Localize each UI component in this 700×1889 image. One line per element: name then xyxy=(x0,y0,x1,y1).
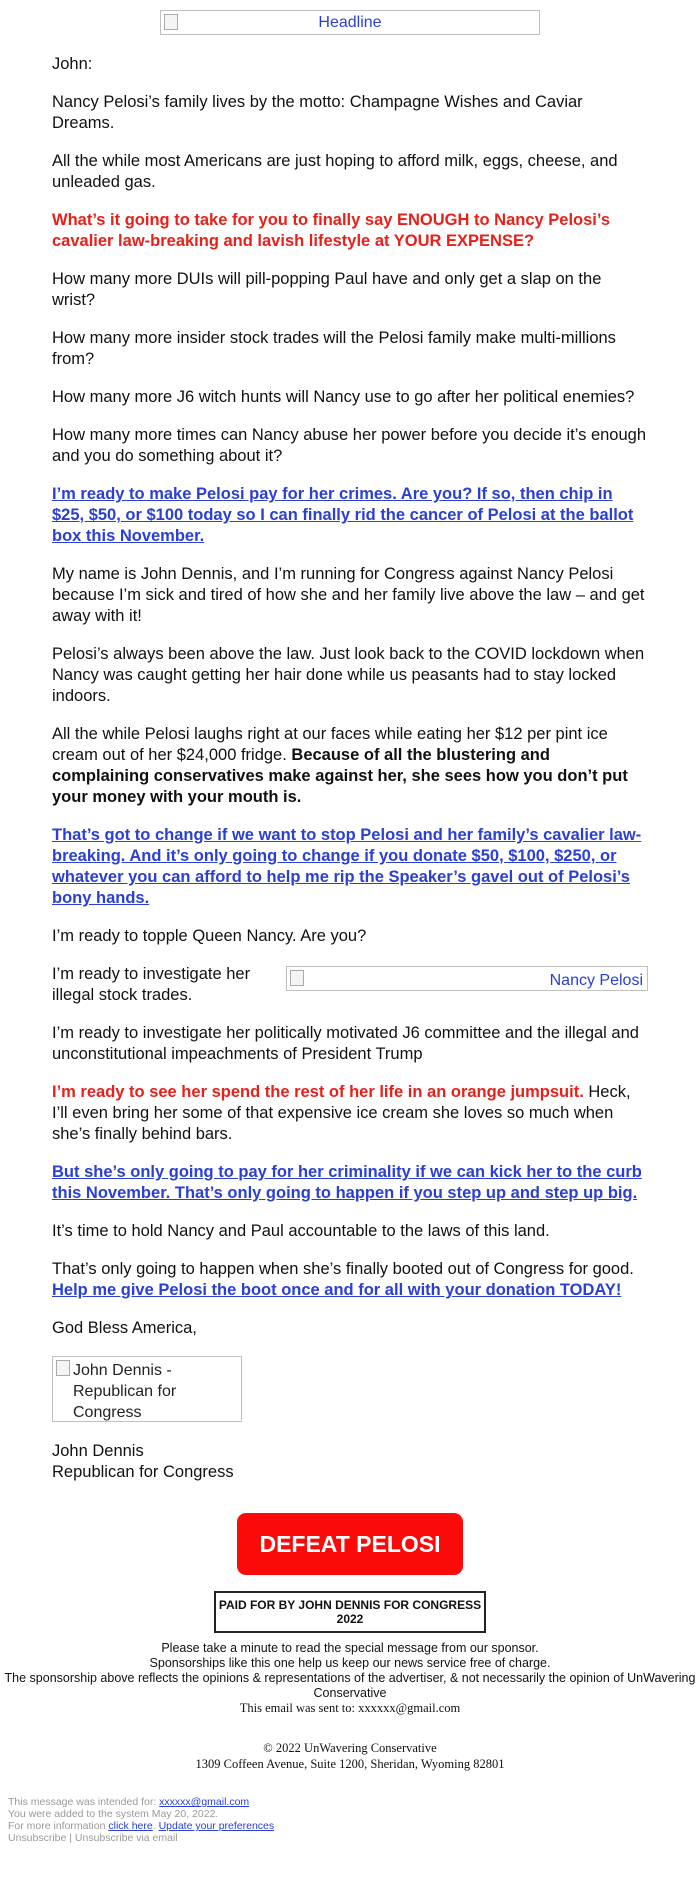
headline-image-alt: Headline xyxy=(318,14,382,31)
donate-link-boot[interactable]: Help me give Pelosi the boot once and for all with your donation TODAY! xyxy=(52,1281,622,1299)
more-info-label: For more information xyxy=(8,1820,109,1832)
paragraph-insider: How many more insider stock trades will the Pelosi family make multi-millions from? xyxy=(52,329,616,368)
sponsor-line-3: The sponsorship above reflects the opinions & representations of the advertiser, & not necessarily the opinion of UnWavering Conservative xyxy=(4,1671,696,1700)
defeat-pelosi-button[interactable]: DEFEAT PELOSI xyxy=(237,1513,463,1575)
paragraph-enough: What’s it going to take for you to finally say ENOUGH to Nancy Pelosi’s cavalier law-breaking and lavish lifestyle at YOUR EXPENSE? xyxy=(52,211,611,250)
signer-title: Republican for Congress xyxy=(52,1463,234,1481)
paragraph-milk: All the while most Americans are just hoping to afford milk, eggs, cheese, and unleaded gas. xyxy=(52,152,618,191)
sponsor-line-1: Please take a minute to read the special message from our sponsor. xyxy=(161,1641,539,1655)
paragraph-investigate: I’m ready to investigate her illegal stock trades. xyxy=(52,965,251,1004)
jumpsuit-text: Heck, I’ll even bring her some of that expensive ice cream she loves so much when she’s finally behind bars. xyxy=(52,1083,631,1143)
intended-label: This message was intended for: xyxy=(8,1796,160,1808)
footer xyxy=(0,1740,700,1772)
paragraph-accountable: It’s time to hold Nancy and Paul accountable to the laws of this land. xyxy=(52,1222,550,1240)
sponsor-message xyxy=(0,1641,700,1716)
salutation: John: xyxy=(52,55,93,73)
paragraph-abuse: How many more times can Nancy abuse her power before you decide it’s enough and you do something about it? xyxy=(52,426,647,465)
sent-to: This email was sent to: xxxxxx@gmail.com xyxy=(239,1701,461,1715)
paragraph-covid: Pelosi’s always been above the law. Just look back to the COVID lockdown when Nancy was caught getting her hair done while us peasants had to stay locked indoors. xyxy=(52,645,645,705)
paragraph-booted xyxy=(52,1259,648,1301)
paragraph-duis: How many more DUIs will pill-popping Paul have and only get a slap on the wrist? xyxy=(52,270,602,309)
icecream-text: All the while Pelosi laughs right at our faces while eating her $12 per pint ice cream out of her $24,000 fridge. xyxy=(52,725,608,764)
unsubscribe-links[interactable]: Unsubscribe | Unsubscribe via email xyxy=(8,1832,178,1844)
copyright: © 2022 UnWavering Conservative xyxy=(263,1741,437,1755)
paragraph-topple: I’m ready to topple Queen Nancy. Are you? xyxy=(52,927,367,945)
pelosi-image-alt: Nancy Pelosi xyxy=(549,972,643,989)
paragraph-icecream xyxy=(52,724,648,808)
intended-email-link[interactable]: xxxxxx@gmail.com xyxy=(159,1796,250,1808)
signer-name: John Dennis xyxy=(52,1442,144,1460)
signature-image-alt: John Dennis - Republican for Congress xyxy=(73,1362,177,1421)
headline-image xyxy=(160,10,540,35)
paid-for-notice: PAID FOR BY JOHN DENNIS FOR CONGRESS 2022 xyxy=(214,1591,486,1633)
address: 1309 Coffeen Avenue, Suite 1200, Sheridan, Wyoming 82801 xyxy=(195,1757,505,1771)
signature-image xyxy=(52,1356,242,1422)
jumpsuit-red-text: I’m ready to see her spend the rest of her life in an orange jumpsuit. xyxy=(52,1083,584,1101)
donate-link-change[interactable]: That’s got to change if we want to stop Pelosi and her family’s cavalier law-breaking. And it’s only going to change if you donate $50, $100, $250, or whatever you can afford to help me rip the Speaker’s gavel out of Pelosi’s bony hands. xyxy=(52,826,642,907)
booted-text: That’s only going to happen when she’s finally booted out of Congress for good. xyxy=(52,1260,634,1278)
paragraph-motto: Nancy Pelosi’s family lives by the motto: Champagne Wishes and Caviar Dreams. xyxy=(52,93,583,132)
pelosi-image xyxy=(286,966,648,991)
paragraph-jumpsuit xyxy=(52,1082,648,1145)
sponsor-line-2: Sponsorships like this one help us keep our news service free of charge. xyxy=(149,1656,551,1670)
paragraph-j6: How many more J6 witch hunts will Nancy use to go after her political enemies? xyxy=(52,388,635,406)
letter xyxy=(0,54,700,1483)
delivery-meta: This message was intended for: xxxxxx@gmail.com You were added to the system May 20, 2022. For more information click here. Update your preferences Unsubscribe | Unsubscribe via email xyxy=(8,1796,700,1844)
email-body xyxy=(0,10,700,1844)
cta-area xyxy=(0,1513,700,1575)
update-preferences-link[interactable]: Update your preferences xyxy=(158,1820,275,1832)
donate-link-curb[interactable]: But she’s only going to pay for her criminality if we can kick her to the curb this November. That’s only going to happen if you step up and step up big. xyxy=(52,1163,642,1202)
added-date: You were added to the system May 20, 2022. xyxy=(8,1808,219,1820)
paragraph-committee: I’m ready to investigate her politically motivated J6 committee and the illegal and unconstitutional impeachments of President Trump xyxy=(52,1024,639,1063)
broken-image-icon xyxy=(56,1360,70,1376)
paragraph-name: My name is John Dennis, and I’m running for Congress against Nancy Pelosi because I’m sick and tired of how she and her family live above the law – and get away with it! xyxy=(52,565,645,625)
broken-image-icon xyxy=(290,970,304,986)
click-here-link[interactable]: click here xyxy=(108,1820,153,1832)
donate-link-chip-in[interactable]: I’m ready to make Pelosi pay for her crimes. Are you? If so, then chip in $25, $50, or $100 today so I can finally rid the cancer of Pelosi at the ballot box this November. xyxy=(52,485,634,545)
closing: God Bless America, xyxy=(52,1319,197,1337)
icecream-bold-text: Because of all the blustering and complaining conservatives make against her, she sees how you don’t put your money with your mouth is. xyxy=(52,746,628,806)
